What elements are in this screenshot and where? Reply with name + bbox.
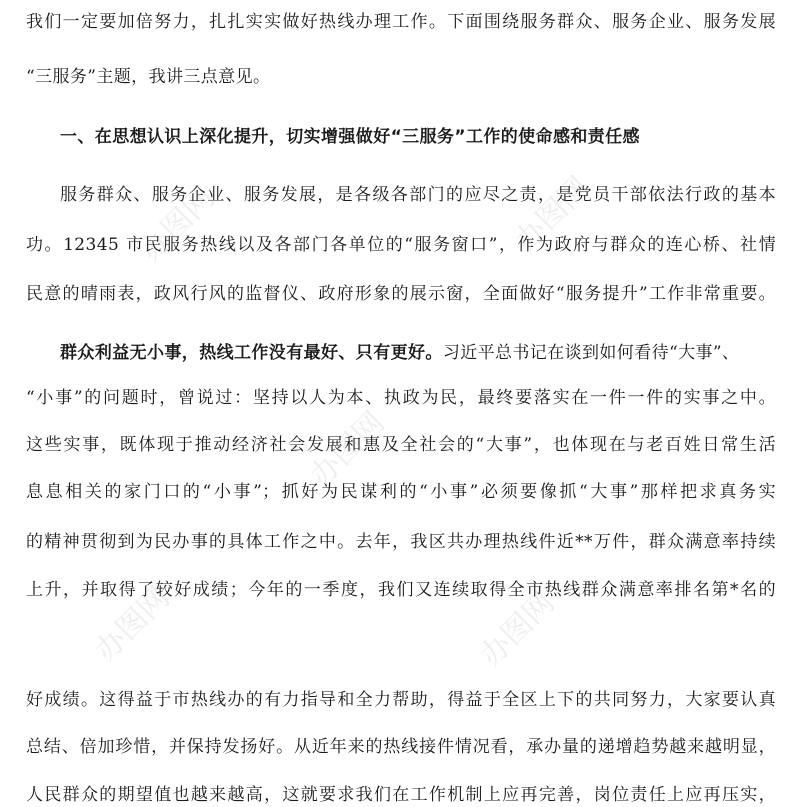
paragraph-line: 民意的晴雨表，政风行风的监督仪、政府形象的展示窗，全面做好“服务提升”工作非常重要。 [26,284,776,304]
paragraph-line: 服务群众、服务企业、服务发展，是各级各部门的应尽之责，是党员干部依法行政的基本 [60,185,776,205]
paragraph-line: “小事”的问题时，曾说过：坚持以人为本、执政为民，最终要落实在一件一件的实事之中。 [26,388,776,408]
paragraph-line [60,341,776,365]
watermark-text: 办图网 [508,170,597,259]
paragraph-line: 功。12345 市民服务热线以及各部门各单位的“服务窗口”，作为政府与群众的连心桥、社情 [26,235,776,255]
paragraph-line: 上升，并取得了较好成绩；今年的一季度，我们又连续取得全市热线群众满意率排名第*名的 [26,580,776,600]
paragraph-line: 人民群众的期望值也越来越高，这就要求我们在工作机制上应再完善，岗位责任上应再压实， [26,785,776,805]
paragraph-line: “三服务”主题，我讲三点意见。 [26,67,271,87]
paragraph-line: 这些实事，既体现于推动经济社会发展和惠及全社会的“大事”，也体现在与老百姓日常生活 [26,435,776,455]
paragraph-line: 我们一定要加倍努力，扎扎实实做好热线办理工作。下面围绕服务群众、服务企业、服务发展 [26,12,776,32]
watermark-text: 办图网 [88,580,177,669]
paragraph-line: 总结、倍加珍惜，并保持发扬好。从近年来的热线接件情况看，承办量的递增趋势越来越明显， [26,737,776,757]
paragraph-line: 好成绩。这得益于市热线办的有力指导和全力帮助，得益于全区上下的共同努力，大家要认真 [26,690,776,710]
watermark-text: 办图网 [133,180,222,269]
paragraph-line: 的精神贯彻到为民办事的具体工作之中。去年，我区共办理热线件近**万件，群众满意率持续 [26,532,776,552]
watermark-text: 办图网 [303,405,392,494]
section-heading: 一、在思想认识上深化提升，切实增强做好“三服务”工作的使命感和责任感 [60,127,640,147]
bold-lead-sentence: 群众利益无小事，热线工作没有最好、只有更好。 [60,343,443,363]
paragraph-text: 习近平总书记在谈到如何看待“大事”、 [442,343,740,363]
watermark-text: 办图网 [473,585,562,674]
paragraph-line: 息息相关的家门口的“小事”；抓好为民谋利的“小事”必须要像抓“大事”那样把求真务实 [26,482,776,502]
